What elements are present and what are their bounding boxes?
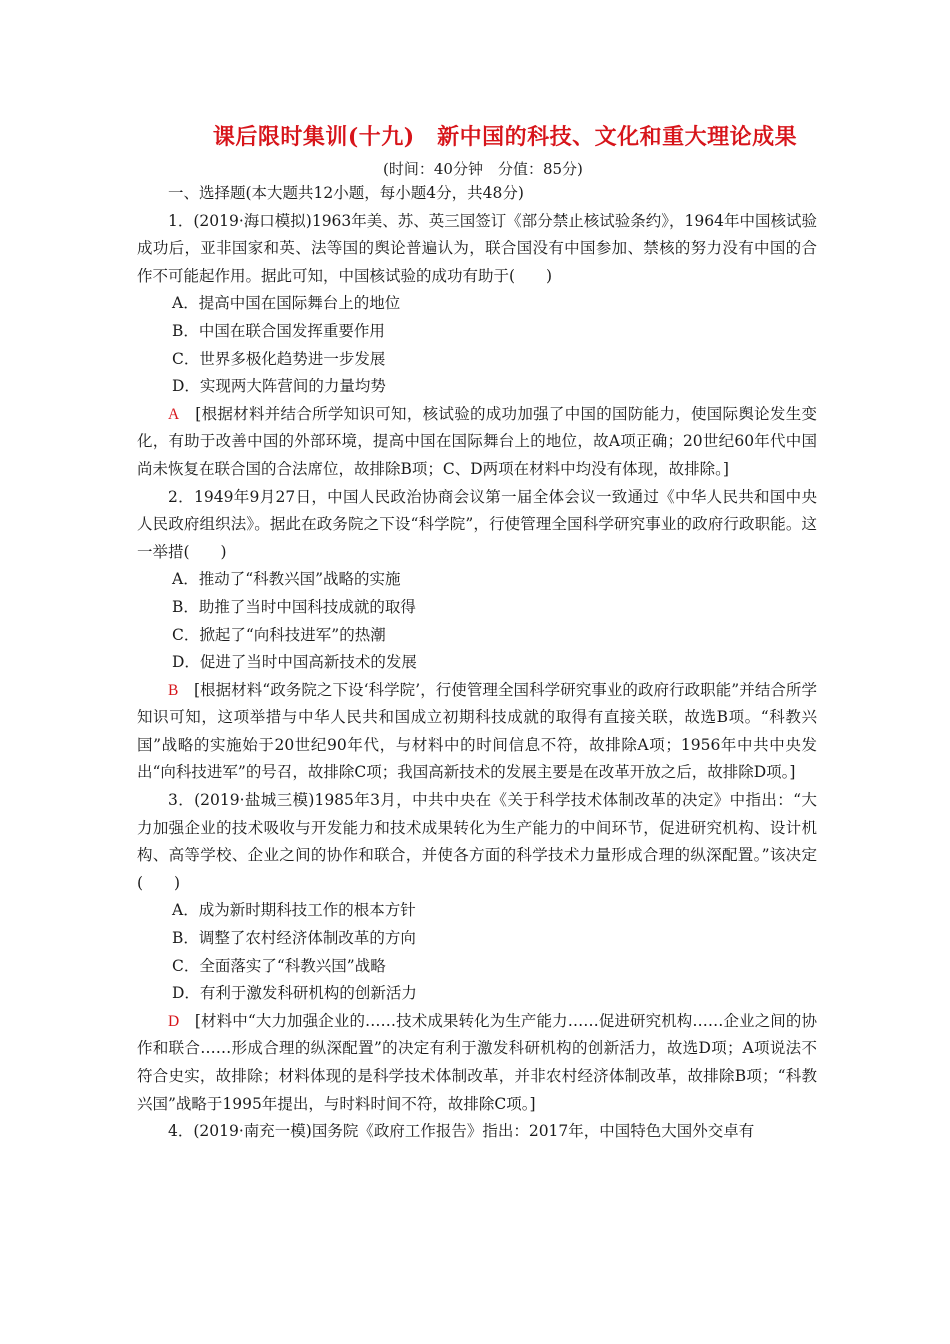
question-2 [137,484,817,788]
question-stem: 1．(2019·海口模拟)1963年美、苏、英三国签订《部分禁止核试验条约》，1964年中国核试验成功后，亚非国家和英、法等国的舆论普遍认为，联合国没有中国参加、禁核的努力没有中国的合作不可能起作用。据此可知，中国核试验的成功有助于( ) [137,211,817,285]
answer-explanation [137,1008,817,1118]
option-a: A．成为新时期科技工作的根本方针 [172,901,416,920]
question-1 [137,208,817,484]
option-c: C．全面落实了“科教兴国”战略 [172,956,386,975]
question-stem: 3．(2019·盐城三模)1985年3月，中共中央在《关于科学技术体制改革的决定》中指出：“大力加强企业的技术吸收与开发能力和技术成果转化为生产能力的中间环节，促进研究机构、设计机构、高等学校、企业之间的协作和联合，并使各方面的科学技术力量形成合理的纵深配置。”该决定( ) [137,791,817,892]
answer-text: [根据材料“政务院之下设‘科学院’，行使管理全国科学研究事业的政府行政职能”并结合所学知识可知，这项举措与中华人民共和国成立初期科技成就的取得有直接关联，故选B项。“科教兴国”战略的实施始于20世纪90年代，与材料中的时间信息不符，故排除A项；1956年中共中央发出“向科技进军”的号召，故排除C项；我国高新技术的发展主要是在改革开放之后，故排除D项。] [137,680,817,782]
document-body [137,180,817,1146]
option-a: A．推动了“科教兴国”战略的实施 [172,570,401,589]
question-3 [137,787,817,1118]
option-d: D．促进了当时中国高新技术的发展 [172,653,417,672]
option-d: D．实现两大阵营间的力量均势 [172,377,386,396]
option-d: D．有利于激发科研机构的创新活力 [172,984,417,1003]
option-c: C．世界多极化趋势进一步发展 [172,349,386,368]
question-stem: 4．(2019·南充一模)国务院《政府工作报告》指出：2017年，中国特色大国外交卓有 [168,1122,755,1141]
question-4 [137,1118,817,1146]
option-b: B．助推了当时中国科技成就的取得 [172,597,416,616]
answer-text: [根据材料并结合所学知识可知，核试验的成功加强了中国的国防能力，使国际舆论发生变化，有助于改善中国的外部环境，提高中国在国际舞台上的地位，故A项正确；20世纪60年代中国尚未恢复在联合国的合法席位，故排除B项；C、D两项在材料中均没有体现，故排除。] [137,404,817,478]
option-b: B．中国在联合国发挥重要作用 [172,321,385,340]
answer-letter: D [168,1012,180,1030]
answer-explanation [137,401,817,484]
option-b: B．调整了农村经济体制改革的方向 [172,929,416,948]
section-heading: 一、选择题(本大题共12小题，每小题4分，共48分) [168,184,524,202]
page-subtitle: (时间：40分钟 分值：85分) [383,160,583,178]
answer-letter: A [168,405,180,423]
answer-explanation [137,677,817,787]
answer-letter: B [168,681,179,699]
option-c: C．掀起了“向科技进军”的热潮 [172,625,386,644]
option-a: A．提高中国在国际舞台上的地位 [172,294,401,313]
question-stem: 2．1949年9月27日，中国人民政治协商会议第一届全体会议一致通过《中华人民共和国中央人民政府组织法》。据此在政务院之下设“科学院”，行使管理全国科学研究事业的政府行政职能。这一举措( ) [137,487,817,561]
answer-text: [材料中“大力加强企业的……技术成果转化为生产能力……促进研究机构……企业之间的协作和联合……形成合理的纵深配置”的决定有利于激发科研机构的创新活力，故选D项；A项说法不符合史实，故排除；材料体现的是科学技术体制改革，并非农村经济体制改革，故排除B项；“科教兴国”战略于1995年提出，与时料时间不符，故排除C项。] [137,1011,817,1113]
page-title: 课后限时集训(十九) 新中国的科技、文化和重大理论成果 [212,124,798,150]
